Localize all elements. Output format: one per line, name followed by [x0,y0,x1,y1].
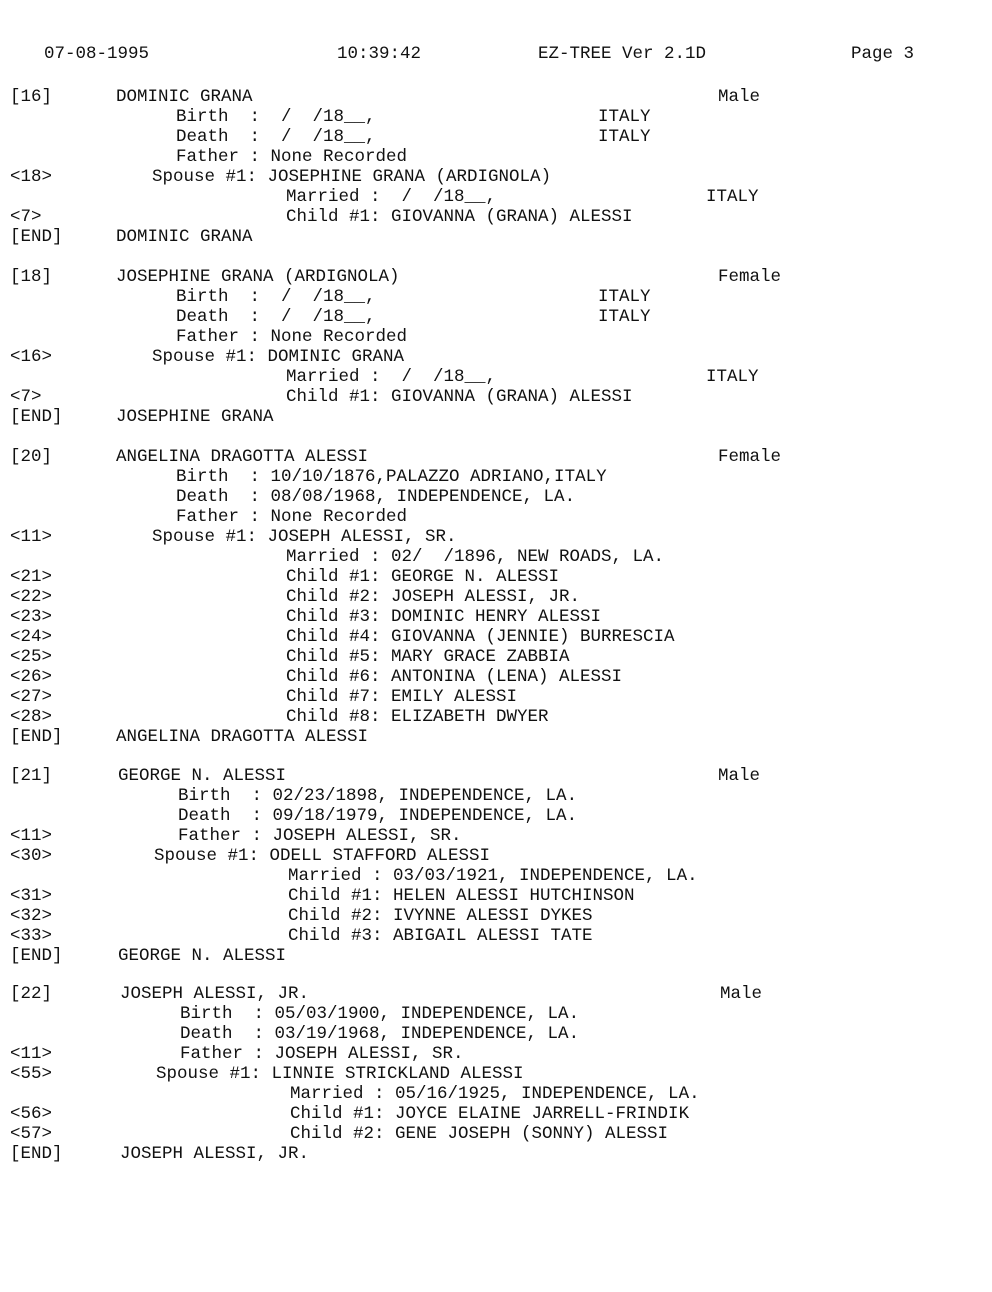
birth-line: Birth : / /18__, [176,287,376,307]
child-ref: <33> [10,926,53,946]
birth-place: ITALY [598,287,651,307]
married-line: Married : 03/03/1921, INDEPENDENCE, LA. [288,866,698,886]
child-line: Child #3: ABIGAIL ALESSI TATE [288,926,593,946]
record-id: [20] [10,447,53,467]
spouse-ref: <30> [10,846,53,866]
spouse-line: Spouse #1: JOSEPHINE GRANA (ARDIGNOLA) [152,167,552,187]
spouse-line: Spouse #1: JOSEPH ALESSI, SR. [152,527,457,547]
birth-line: Birth : 02/23/1898, INDEPENDENCE, LA. [178,786,578,806]
child-ref: <21> [10,567,53,587]
person-record [0,87,992,247]
death-line: Death : / /18__, [176,127,376,147]
spouse-ref: <16> [10,347,53,367]
child-line: Child #6: ANTONINA (LENA) ALESSI [286,667,623,687]
married-place: ITALY [706,187,759,207]
end-marker: [END] [10,1144,63,1164]
person-name: ANGELINA DRAGOTTA ALESSI [116,447,369,467]
father-ref: <11> [10,1044,53,1064]
spouse-line: Spouse #1: LINNIE STRICKLAND ALESSI [156,1064,524,1084]
child-line: Child #1: HELEN ALESSI HUTCHINSON [288,886,635,906]
child-ref: <26> [10,667,53,687]
death-line: Death : 08/08/1968, INDEPENDENCE, LA. [176,487,576,507]
child-ref: <57> [10,1124,53,1144]
death-line: Death : 09/18/1979, INDEPENDENCE, LA. [178,806,578,826]
person-record [0,267,992,427]
report-date: 07-08-1995 [44,44,150,64]
person-record [0,447,992,747]
person-name: JOSEPH ALESSI, JR. [120,984,310,1004]
spouse-ref: <55> [10,1064,53,1084]
death-place: ITALY [598,307,651,327]
end-marker: [END] [10,727,63,747]
spouse-line: Spouse #1: DOMINIC GRANA [152,347,405,367]
end-name: ANGELINA DRAGOTTA ALESSI [116,727,369,747]
child-ref: <31> [10,886,53,906]
child-ref: <32> [10,906,53,926]
child-line: Child #7: EMILY ALESSI [286,687,518,707]
program-version: EZ-TREE Ver 2.1D [538,44,707,64]
birth-line: Birth : 05/03/1900, INDEPENDENCE, LA. [180,1004,580,1024]
child-line: Child #1: GIOVANNA (GRANA) ALESSI [286,387,633,407]
person-name: JOSEPHINE GRANA (ARDIGNOLA) [116,267,400,287]
end-name: DOMINIC GRANA [116,227,253,247]
child-ref: <27> [10,687,53,707]
father-line: Father : None Recorded [176,507,408,527]
spouse-line: Spouse #1: ODELL STAFFORD ALESSI [154,846,491,866]
record-id: [18] [10,267,53,287]
spouse-ref: <11> [10,527,53,547]
married-line: Married : / /18__, [286,367,497,387]
child-line: Child #5: MARY GRACE ZABBIA [286,647,570,667]
child-ref: <28> [10,707,53,727]
child-ref: <7> [10,387,42,407]
child-line: Child #2: GENE JOSEPH (SONNY) ALESSI [290,1124,669,1144]
gender: Female [718,267,782,287]
gender: Male [718,87,761,107]
child-line: Child #2: IVYNNE ALESSI DYKES [288,906,593,926]
end-name: GEORGE N. ALESSI [118,946,287,966]
child-line: Child #3: DOMINIC HENRY ALESSI [286,607,602,627]
person-record [0,984,992,1164]
end-name: JOSEPH ALESSI, JR. [120,1144,310,1164]
child-line: Child #2: JOSEPH ALESSI, JR. [286,587,581,607]
married-line: Married : / /18__, [286,187,497,207]
child-line: Child #1: JOYCE ELAINE JARRELL-FRINDIK [290,1104,690,1124]
child-line: Child #4: GIOVANNA (JENNIE) BURRESCIA [286,627,675,647]
birth-line: Birth : / /18__, [176,107,376,127]
child-ref: <25> [10,647,53,667]
person-name: DOMINIC GRANA [116,87,253,107]
person-record [0,766,992,966]
child-line: Child #1: GIOVANNA (GRANA) ALESSI [286,207,633,227]
gender: Male [720,984,763,1004]
gender: Male [718,766,761,786]
end-marker: [END] [10,407,63,427]
child-ref: <24> [10,627,53,647]
person-name: GEORGE N. ALESSI [118,766,287,786]
child-line: Child #1: GEORGE N. ALESSI [286,567,560,587]
record-id: [22] [10,984,53,1004]
death-line: Death : / /18__, [176,307,376,327]
record-id: [16] [10,87,53,107]
child-line: Child #8: ELIZABETH DWYER [286,707,549,727]
end-marker: [END] [10,227,63,247]
father-ref: <11> [10,826,53,846]
spouse-ref: <18> [10,167,53,187]
end-marker: [END] [10,946,63,966]
father-line: Father : JOSEPH ALESSI, SR. [180,1044,464,1064]
child-ref: <56> [10,1104,53,1124]
death-line: Death : 03/19/1968, INDEPENDENCE, LA. [180,1024,580,1044]
birth-line: Birth : 10/10/1876,PALAZZO ADRIANO,ITALY [176,467,607,487]
gender: Female [718,447,782,467]
married-line: Married : 02/ /1896, NEW ROADS, LA. [286,547,665,567]
father-line: Father : JOSEPH ALESSI, SR. [178,826,462,846]
father-line: Father : None Recorded [176,147,408,167]
child-ref: <7> [10,207,42,227]
father-line: Father : None Recorded [176,327,408,347]
death-place: ITALY [598,127,651,147]
child-ref: <23> [10,607,53,627]
end-name: JOSEPHINE GRANA [116,407,274,427]
married-place: ITALY [706,367,759,387]
married-line: Married : 05/16/1925, INDEPENDENCE, LA. [290,1084,700,1104]
child-ref: <22> [10,587,53,607]
report-time: 10:39:42 [337,44,422,64]
page-number: Page 3 [851,44,915,64]
birth-place: ITALY [598,107,651,127]
record-id: [21] [10,766,53,786]
